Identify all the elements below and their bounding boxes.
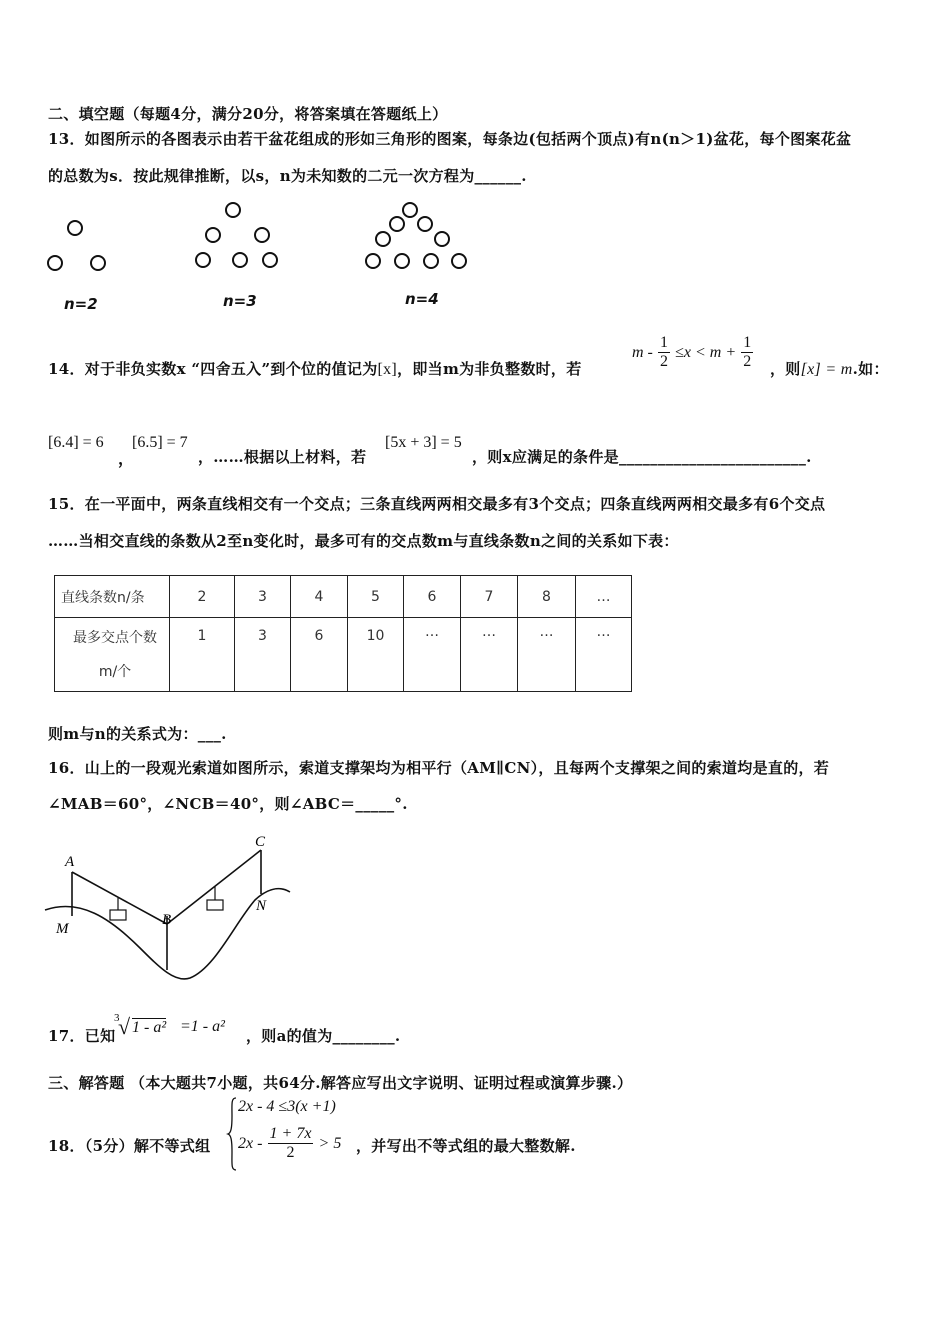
- table-cell: 3: [235, 618, 291, 692]
- half-denominator: 2: [659, 353, 668, 370]
- q14-example-1: [6.4] = 6: [48, 434, 104, 451]
- point-A-label: A: [65, 854, 75, 870]
- half-numerator: 1: [659, 334, 668, 351]
- q18-ineq2-left: 2x -: [238, 1135, 263, 1152]
- q14-line1: [48, 358, 582, 379]
- q14-example-2: [6.5] = 7: [132, 434, 188, 451]
- flowerpot-circle: [417, 216, 433, 232]
- flowerpot-circle: [67, 220, 83, 236]
- table-cell: 10: [348, 618, 404, 692]
- flowerpot-circle: [225, 202, 241, 218]
- q18-prefix: 18．（5分）解不等式组: [48, 1137, 211, 1155]
- fraction-denominator: 2: [286, 1144, 295, 1161]
- fraction: [268, 1125, 314, 1162]
- q15-table: [54, 575, 632, 692]
- flowerpot-circle: [402, 202, 418, 218]
- brace-icon: [226, 1096, 238, 1172]
- flowerpot-circle: [232, 252, 248, 268]
- table-cell: …: [518, 618, 576, 692]
- point-M-label: M: [56, 921, 69, 937]
- table-cell: 2: [170, 576, 235, 618]
- flowerpot-circle: [365, 253, 381, 269]
- table-header-lines: 直线条数n/条: [55, 576, 170, 618]
- q14-then: ，则: [770, 360, 801, 378]
- q18-suffix: ，并写出不等式组的最大整数解.: [356, 1137, 576, 1155]
- table-cell: …: [404, 618, 461, 692]
- table-cell: …: [576, 576, 632, 618]
- cable-BC: [167, 850, 261, 924]
- section-2-heading: 二、填空题（每题4分，满分20分，将答案填在答题纸上）: [48, 105, 448, 123]
- q18-inequality-1: 2x - 4 ≤3(x +1): [238, 1098, 336, 1115]
- q18-ineq2-right: > 5: [318, 1135, 342, 1152]
- table-cell: 8: [518, 576, 576, 618]
- q14-ineq-left: m -: [632, 344, 653, 361]
- q16-line2: ∠MAB＝60°，∠NCB＝40°，则∠ABC＝_____°.: [48, 795, 408, 813]
- q14-example-mid: ，……根据以上材料，若: [198, 448, 367, 466]
- gondola-icon: [110, 910, 126, 920]
- flowerpot-circle: [451, 253, 467, 269]
- table-cell: 7: [461, 576, 518, 618]
- q17-prefix: 17．已知: [48, 1027, 116, 1045]
- q17-radicand: 1 - a²: [132, 1019, 167, 1036]
- table-row: [55, 576, 632, 618]
- table-cell: …: [576, 618, 632, 692]
- q13-line2: 的总数为s．按此规律推断，以s，n为未知数的二元一次方程为______.: [48, 167, 527, 185]
- flowerpot-circle: [90, 255, 106, 271]
- flowerpot-circle: [394, 253, 410, 269]
- table-row: [55, 618, 632, 692]
- flowerpot-circle: [47, 255, 63, 271]
- flowerpot-circle: [434, 231, 450, 247]
- fraction-half: [741, 334, 753, 371]
- flowerpot-circle: [375, 231, 391, 247]
- q14-comma: ，: [118, 449, 135, 468]
- q17-root-index: 3: [114, 1012, 120, 1024]
- table-cell: 4: [291, 576, 348, 618]
- q18-inequality-2: [238, 1125, 341, 1162]
- q14-suffix: .如：: [852, 360, 889, 378]
- q14-bracket-x: [x]: [377, 361, 398, 378]
- q14-prefix: 14．对于非负实数x “四舍五入”到个位的值记为: [48, 360, 378, 378]
- table-cell: …: [461, 618, 518, 692]
- q17-suffix: ，则a的值为________.: [246, 1027, 401, 1045]
- half-denominator: 2: [743, 353, 752, 370]
- q15-answer: 则m与n的关系式为：___.: [48, 725, 227, 743]
- fraction-half: [658, 334, 670, 371]
- flowerpot-circle: [254, 227, 270, 243]
- q16-cableway-figure: [40, 828, 300, 988]
- flowerpot-circle: [195, 252, 211, 268]
- q14-example-3: [5x + 3] = 5: [385, 434, 462, 451]
- q13-label-n4: n=4: [405, 290, 439, 308]
- table-header-points: 最多交点个数 m/个: [55, 618, 170, 692]
- flowerpot-circle: [262, 252, 278, 268]
- q16-line1: 16．山上的一段观光索道如图所示，索道支撑架均为相平行（AM∥CN），且每两个支撑架之间的索道均是直的，若: [48, 759, 830, 777]
- section-3-heading: 三、解答题 （本大题共7小题，共64分.解答应写出文字说明、证明过程或演算步骤.）: [48, 1074, 633, 1092]
- q14-inequality: [632, 334, 753, 371]
- q14-tail: ，则x应满足的条件是________________________.: [472, 448, 812, 466]
- table-cell: 1: [170, 618, 235, 692]
- fraction-numerator: 1 + 7x: [269, 1125, 312, 1142]
- q14-line1-tail: [770, 358, 889, 379]
- half-numerator: 1: [743, 334, 752, 351]
- q13-line1: 13．如图所示的各图表示由若干盆花组成的形如三角形的图案，每条边(包括两个顶点)有n(n＞1)盆花，每个图案花盆: [48, 130, 852, 148]
- q14-mid: ，即当m为非负整数时，若: [397, 360, 582, 378]
- table-cell: 5: [348, 576, 404, 618]
- q13-label-n3: n=3: [223, 292, 257, 310]
- q13-label-n2: n=2: [64, 295, 98, 313]
- q14-ineq-mid: ≤x < m +: [675, 344, 737, 361]
- q15-line1: 15．在一平面中，两条直线相交有一个交点；三条直线两两相交最多有3个交点；四条直线两两相交最多有6个交点: [48, 495, 826, 513]
- flowerpot-circle: [389, 216, 405, 232]
- gondola-icon: [207, 900, 223, 910]
- radical-sign-icon: √: [118, 1014, 131, 1039]
- q17-rhs: =1 - a²: [180, 1018, 225, 1035]
- q15-line2: ……当相交直线的条数从2至n变化时，最多可有的交点数m与直线条数n之间的关系如下表：: [48, 532, 679, 550]
- flowerpot-circle: [423, 253, 439, 269]
- q14-result: [x] = m: [800, 361, 853, 378]
- point-N-label: N: [256, 898, 267, 914]
- table-cell: 3: [235, 576, 291, 618]
- table-cell: 6: [404, 576, 461, 618]
- table-cell: 6: [291, 618, 348, 692]
- flowerpot-circle: [205, 227, 221, 243]
- point-C-label: C: [255, 834, 266, 850]
- point-B-label: B: [162, 912, 172, 928]
